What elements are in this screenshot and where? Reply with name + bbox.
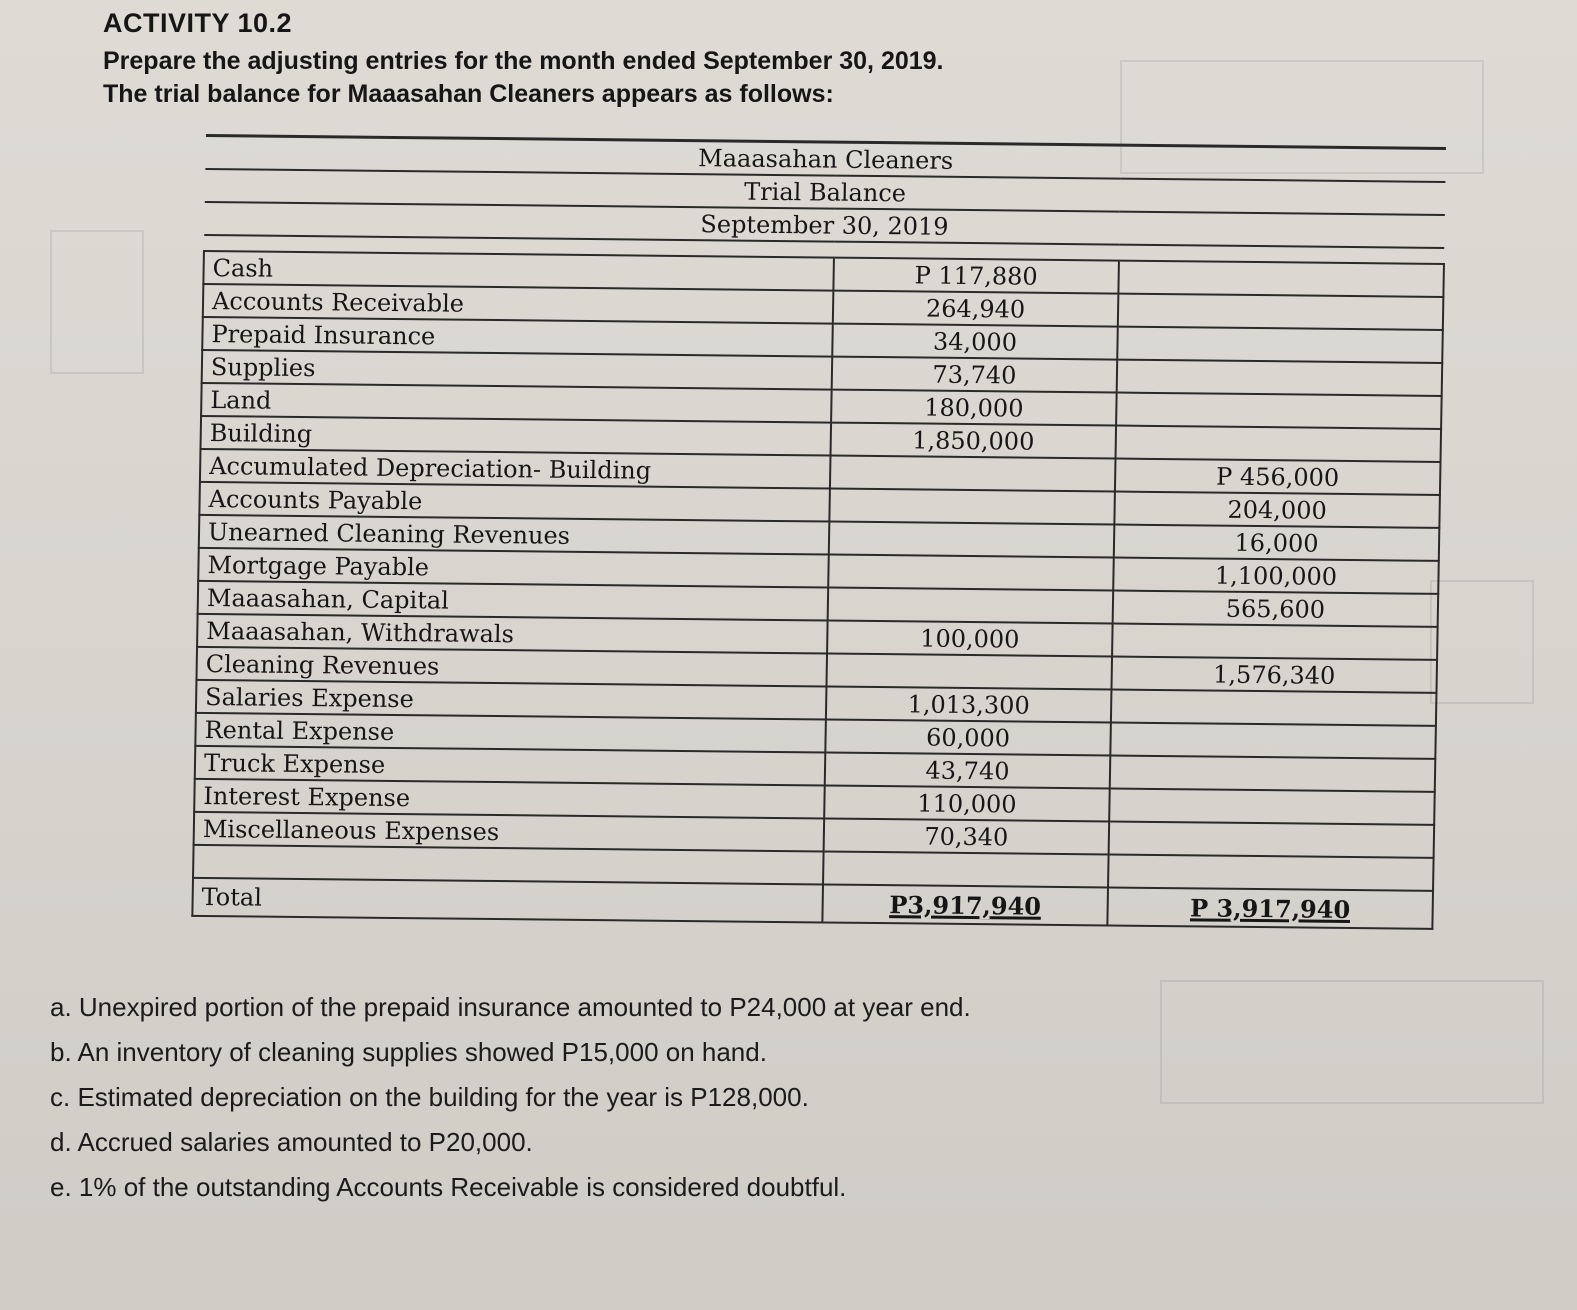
debit-amount	[829, 489, 1115, 525]
account-name: Mortgage Payable	[198, 548, 829, 588]
account-name: Land	[201, 383, 832, 423]
debit-amount: 100,000	[827, 621, 1113, 657]
activity-header	[103, 8, 944, 111]
credit-amount	[1116, 393, 1442, 429]
credit-amount	[1117, 327, 1443, 363]
debit-amount: P 117,880	[833, 258, 1119, 294]
account-name: Accumulated Depreciation- Building	[200, 449, 831, 489]
debit-amount: 1,013,300	[826, 687, 1112, 723]
statement-title: Trial Balance	[205, 169, 1446, 215]
note-item: b. An inventory of cleaning supplies showed P15,000 on hand.	[50, 1037, 767, 1067]
total-label: Total	[192, 878, 823, 923]
show-through-box	[1430, 580, 1534, 704]
debit-amount: 43,740	[825, 752, 1111, 788]
account-name: Cleaning Revenues	[196, 647, 827, 687]
account-name: Building	[201, 416, 832, 456]
note-item: d. Accrued salaries amounted to P20,000.	[50, 1127, 533, 1157]
company-name: Maaasahan Cleaners	[205, 136, 1446, 182]
credit-amount	[1117, 360, 1443, 396]
account-name: Maaasahan, Capital	[198, 581, 829, 621]
credit-amount	[1111, 689, 1437, 725]
account-name: Maaasahan, Withdrawals	[197, 614, 828, 654]
credit-amount	[1109, 788, 1435, 824]
account-name: Accounts Receivable	[203, 284, 834, 324]
total-credit: P 3,917,940	[1107, 887, 1433, 928]
account-name: Unearned Cleaning Revenues	[199, 515, 830, 555]
show-through-box	[50, 230, 144, 374]
credit-amount	[1116, 426, 1442, 462]
credit-amount	[1118, 294, 1444, 330]
account-name: Cash	[203, 251, 834, 291]
account-name: Truck Expense	[195, 746, 826, 786]
credit-amount: 565,600	[1113, 591, 1439, 627]
debit-amount: 110,000	[824, 785, 1110, 821]
credit-amount: 1,100,000	[1113, 558, 1439, 594]
debit-amount: 1,850,000	[831, 423, 1117, 459]
note-item: e. 1% of the outstanding Accounts Receivable is considered doubtful.	[50, 1172, 847, 1202]
debit-amount	[830, 456, 1116, 492]
debit-amount	[828, 588, 1114, 624]
show-through-box	[1160, 980, 1544, 1104]
credit-amount: 204,000	[1114, 492, 1440, 528]
account-name: Prepaid Insurance	[202, 317, 833, 357]
account-name: Accounts Payable	[199, 482, 830, 522]
account-name: Interest Expense	[194, 779, 825, 819]
credit-amount	[1118, 261, 1444, 297]
credit-amount: 16,000	[1114, 525, 1440, 561]
debit-amount	[826, 654, 1112, 690]
account-name: Miscellaneous Expenses	[194, 812, 825, 852]
credit-amount	[1110, 755, 1436, 791]
instruction-text: Prepare the adjusting entries for the month ended September 30, 2019.	[103, 47, 944, 75]
debit-amount: 34,000	[832, 324, 1118, 360]
debit-amount: 264,940	[833, 291, 1119, 327]
debit-amount	[829, 522, 1115, 558]
account-name: Salaries Expense	[196, 680, 827, 720]
activity-title: ACTIVITY 10.2	[103, 8, 293, 38]
note-item: c. Estimated depreciation on the building for the year is P128,000.	[50, 1082, 809, 1112]
intro-text: The trial balance for Maaasahan Cleaners appears as follows:	[103, 80, 834, 108]
credit-amount	[1109, 821, 1435, 857]
debit-amount	[828, 555, 1114, 591]
statement-date: September 30, 2019	[204, 202, 1445, 248]
account-name: Rental Expense	[195, 713, 826, 753]
debit-amount: 180,000	[831, 390, 1117, 426]
debit-amount: 73,740	[832, 357, 1118, 393]
note-item: a. Unexpired portion of the prepaid insurance amounted to P24,000 at year end.	[50, 992, 971, 1022]
debit-amount: 60,000	[825, 720, 1111, 756]
credit-amount: 1,576,340	[1111, 656, 1437, 692]
total-debit: P3,917,940	[822, 884, 1108, 925]
credit-amount: P 456,000	[1115, 459, 1441, 495]
account-name: Supplies	[202, 350, 833, 390]
debit-amount: 70,340	[824, 818, 1110, 854]
trial-balance-table	[190, 134, 1445, 979]
credit-amount	[1110, 722, 1436, 758]
adjustment-notes	[50, 985, 971, 1210]
credit-amount	[1112, 624, 1438, 660]
